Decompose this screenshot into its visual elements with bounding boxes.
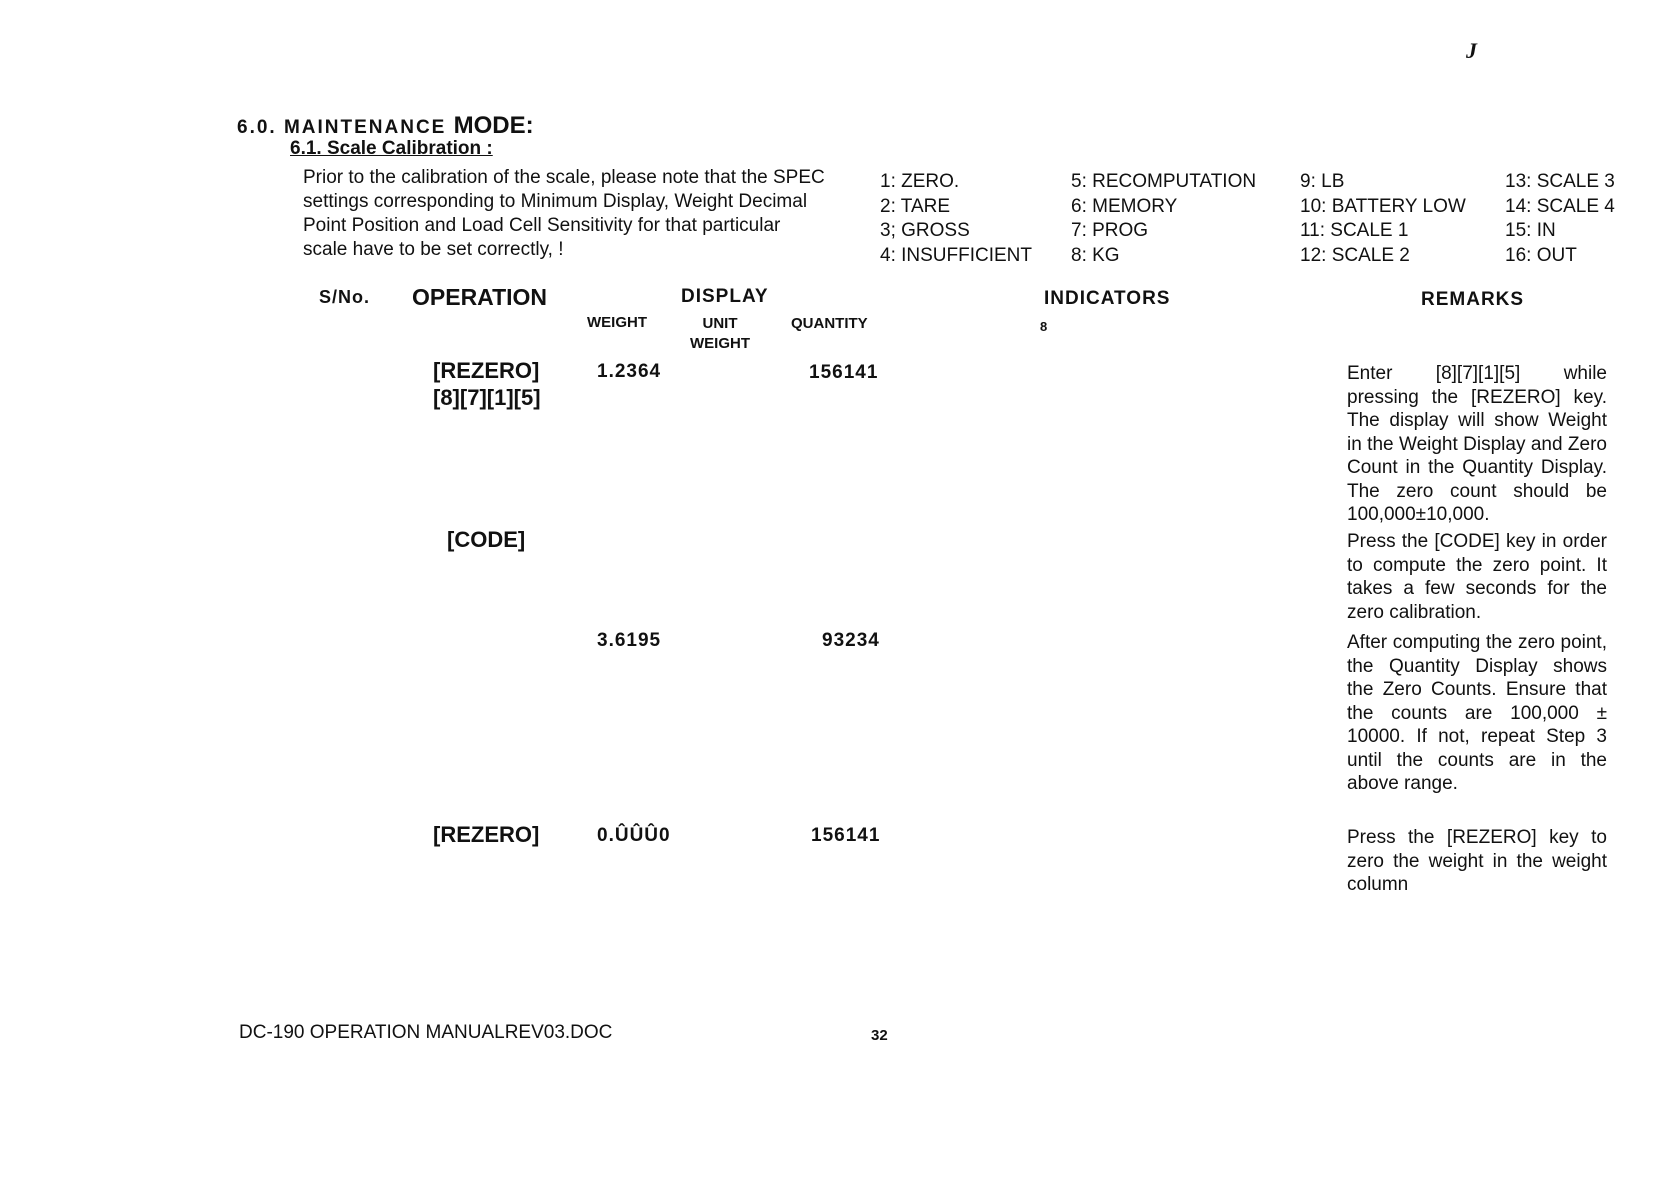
header-sno: S/No. <box>319 287 371 307</box>
row4-quantity: 156141 <box>811 825 881 846</box>
indicator-legend-col-1 <box>880 170 1032 268</box>
footer-document-name: DC-190 OPERATION MANUALREV03.DOC <box>239 1022 613 1043</box>
header-display: DISPLAY <box>681 286 769 307</box>
indicator-legend-col-4 <box>1505 170 1615 268</box>
header-operation: OPERATION <box>412 284 548 310</box>
row3-weight: 3.6195 <box>597 630 662 651</box>
intro-line: Prior to the calibration of the scale, please note that the SPEC <box>303 167 825 188</box>
intro-line: settings corresponding to Minimum Display, Weight Decimal <box>303 191 808 212</box>
indicator-legend-item: 2: TARE <box>880 195 951 217</box>
indicator-legend-item: 9: LB <box>1300 171 1345 192</box>
operation-key: [8][7][1][5] <box>433 385 541 410</box>
section-title-text: 6.0. MAINTENANCE <box>237 117 447 138</box>
indicator-legend-item: 7: PROG <box>1071 220 1149 241</box>
indicator-legend-col-2 <box>1071 170 1256 268</box>
row4-remark: Press the [REZERO] key to zero the weight in the weight column <box>1347 827 1607 895</box>
indicator-legend-item: 12: SCALE 2 <box>1300 244 1410 266</box>
subheader-weight: WEIGHT <box>587 314 647 331</box>
row1-operation <box>433 357 541 411</box>
indicator-legend-item: 15: IN <box>1505 220 1556 241</box>
row3-remark: After computing the zero point, the Quantity Display shows the Zero Counts. Ensure that the counts are 100,000 ± 10000. If not, repeat Step 3 until the counts are in the above range. <box>1347 632 1607 794</box>
row2-remark: Press the [CODE] key in order to compute the zero point. It takes a few seconds for the zero calibration. <box>1347 531 1607 623</box>
row3-quantity: 93234 <box>822 630 880 651</box>
indicator-legend-item: 1: ZERO. <box>880 171 960 192</box>
indicator-legend-item: 14: SCALE 4 <box>1505 195 1615 217</box>
subheader-unit-weight <box>690 314 750 354</box>
indicator-legend-item: 11: SCALE 1 <box>1300 220 1409 241</box>
indicator-legend-col-3 <box>1300 170 1466 268</box>
indicator-legend-item: 4: INSUFFICIENT <box>880 244 1033 266</box>
row1-remark: Enter [8][7][1][5] while pressing the [REZERO] key. The display will show Weight in the Weight Display and Zero Count in the Quantity Display. The zero count should be 100,000±10,000. <box>1347 363 1607 525</box>
subheader-quantity: QUANTITY <box>791 315 868 332</box>
intro-paragraph <box>303 166 853 262</box>
footer-page-number: 32 <box>871 1027 888 1044</box>
row4-weight: 0.ÛÛÛ0 <box>597 825 671 846</box>
indicator-legend-item: 16: OUT <box>1505 244 1577 266</box>
section-title-emphasis: MODE: <box>453 112 534 139</box>
operation-key: [REZERO] <box>433 358 540 383</box>
row1-weight: 1.2364 <box>597 361 662 382</box>
indicator-legend-item: 5: RECOMPUTATION <box>1071 171 1257 192</box>
header-indicators: INDICATORS <box>1044 288 1171 309</box>
subheader-unit-weight-line1: UNIT <box>702 315 738 332</box>
indicator-legend-item: 13: SCALE 3 <box>1505 171 1615 192</box>
intro-line: scale have to be set correctly, ! <box>303 239 564 260</box>
row1-quantity: 156141 <box>809 362 879 383</box>
indicator-legend-item: 10: BATTERY LOW <box>1300 195 1466 217</box>
header-remarks: REMARKS <box>1421 289 1525 310</box>
indicator-value: 8 <box>1040 319 1048 334</box>
row4-operation: [REZERO] <box>433 822 540 847</box>
intro-line: Point Position and Load Cell Sensitivity for that particular <box>303 215 781 236</box>
indicator-legend-item: 8: KG <box>1071 244 1120 266</box>
corner-mark: J <box>1466 38 1477 63</box>
subsection-title: 6.1. Scale Calibration : <box>290 138 493 159</box>
indicator-legend-item: 3; GROSS <box>880 220 970 241</box>
section-title <box>237 112 534 140</box>
indicator-legend-item: 6: MEMORY <box>1071 195 1178 217</box>
subheader-unit-weight-line2: WEIGHT <box>690 335 750 352</box>
row2-operation: [CODE] <box>447 527 526 552</box>
